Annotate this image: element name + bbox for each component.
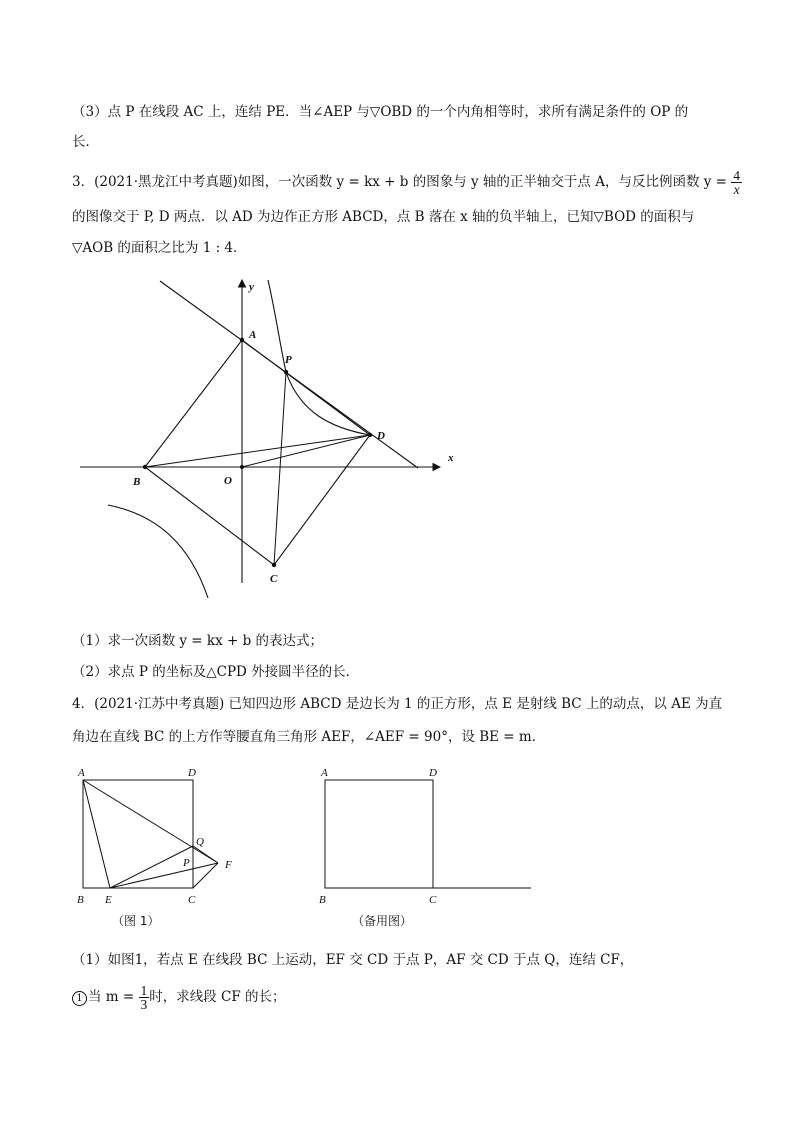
backup-label-d: D (429, 767, 437, 779)
label-p: P (285, 354, 292, 366)
backup-caption: （备用图） (352, 914, 413, 928)
q3-fraction-den: x (733, 182, 740, 197)
q4-intro-line2: 角边在直线 BC 的上方作等腰直角三角形 AEF，∠AEF = 90°，设 BE = m． (72, 729, 546, 745)
fig1-label-p: P (183, 857, 190, 869)
label-a: A (249, 329, 257, 341)
q4-sub1-fraction (139, 984, 150, 1011)
backup-label-b: B (319, 894, 326, 906)
q3-part3-line1: （3）点 P 在线段 AC 上，连结 PE．当∠AEP 与▽OBD 的一个内角相等时，求所有满足条件的 OP 的 (72, 104, 689, 120)
fig1-label-q: Q (196, 836, 204, 848)
fig1-caption: （图 1） (112, 914, 160, 928)
fig1-label-e: E (105, 894, 112, 906)
q3-part1: （1）求一次函数 y = kx + b 的表达式； (72, 633, 324, 649)
q4-part1: （1）如图1，若点 E 在线段 BC 上运动，EF 交 CD 于点 P，AF 交 CD 于点 Q，连结 CF， (72, 952, 634, 968)
q4-sub1-fraction-den: 3 (140, 997, 148, 1012)
label-y: y (249, 281, 254, 293)
q3-intro-line2: 的图像交于 P, D 两点．以 AD 为边作正方形 ABCD，点 B 落在 x 轴的负半轴上，已知▽BOD 的面积与 (72, 209, 695, 225)
q3-fraction-num: 4 (733, 168, 741, 183)
fig1-label-c: C (188, 894, 196, 906)
q3-intro-line3: ▽AOB 的面积之比为 1 : 4． (72, 240, 247, 256)
backup-label-a: A (321, 767, 328, 779)
q3-part3-line2: 长． (72, 134, 99, 150)
fig1-label-b: B (77, 894, 84, 906)
q4-sub1 (72, 984, 286, 1011)
fig1-label-f: F (225, 859, 232, 871)
label-x: x (448, 452, 454, 464)
q4-sub1-text-a: 当 m = (88, 989, 135, 1005)
label-o: O (224, 475, 232, 487)
label-d: D (377, 430, 385, 442)
square-abcd-backup (325, 780, 433, 888)
fig1-label-a: A (78, 767, 85, 779)
fig1-label-d: D (188, 767, 196, 779)
q3-intro-text: 3．(2021·黑龙江中考真题)如图，一次函数 y = kx + b 的图象与 y 轴的正半轴交于点 A，与反比例函数 y = (72, 174, 727, 190)
backup-label-c: C (429, 894, 437, 906)
q4-intro-line1: 4．(2021·江苏中考真题) 已知四边形 ABCD 是边长为 1 的正方形，点 E 是射线 BC 上的动点，以 AE 为直 (72, 696, 723, 712)
label-c: C (270, 573, 278, 585)
q4-sub1-fraction-num: 1 (140, 983, 148, 998)
q3-part2: （2）求点 P 的坐标及△CPD 外接圆半径的长． (72, 664, 360, 680)
circled-number-1: 1 (72, 991, 87, 1006)
q4-sub1-text-b: 时，求线段 CF 的长； (149, 989, 286, 1005)
label-b: B (133, 476, 141, 488)
